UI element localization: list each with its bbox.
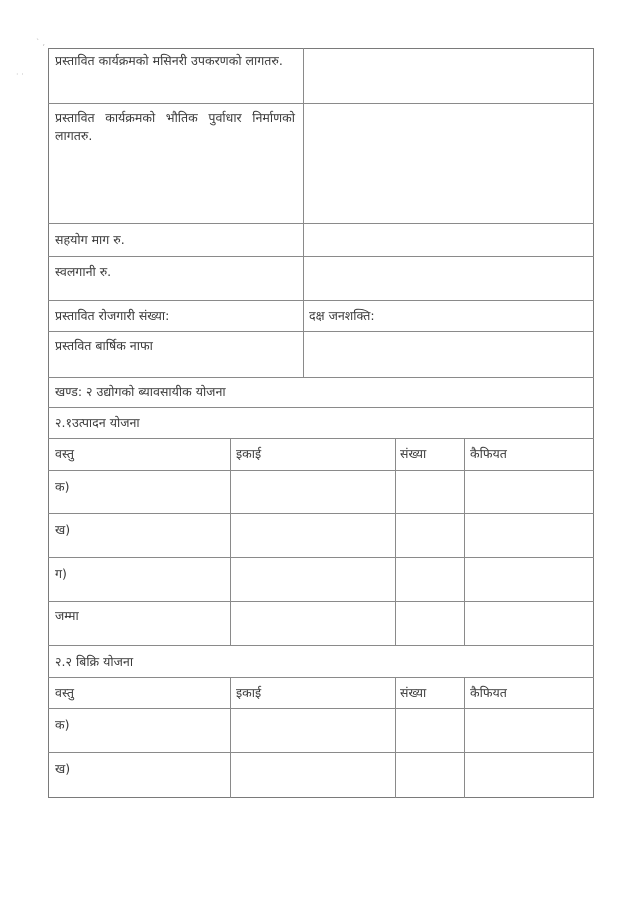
production-row-label: ख) [55, 522, 71, 537]
sales-column-header-remarks: कैफियत [470, 685, 507, 700]
row-divider [48, 103, 594, 104]
sales-plan-title: २.२ बिक्रि योजना [55, 654, 134, 669]
sales-column-header-unit: इकाई [236, 685, 262, 700]
row-divider [48, 601, 594, 602]
row-divider [48, 438, 594, 439]
column-divider [303, 48, 304, 377]
row-divider [48, 470, 594, 471]
row-divider [48, 300, 594, 301]
row-divider [48, 331, 594, 332]
sales-row-label: क) [55, 717, 70, 732]
column-divider [230, 438, 231, 645]
section-heading: खण्ड: २ उद्योगको ब्यावसायीक योजना [55, 384, 226, 399]
production-column-header-item: वस्तु [55, 446, 74, 461]
scan-speck: ` , [36, 38, 46, 47]
row-divider [48, 708, 594, 709]
production-row-label: ग) [55, 566, 67, 581]
row-divider [48, 677, 594, 678]
row-divider [48, 377, 594, 378]
row-divider [48, 645, 594, 646]
column-divider [395, 438, 396, 645]
machinery-cost-label: प्रस्तावित कार्यक्रमको मसिनरी उपकरणको लागतरु. [55, 53, 283, 68]
support-demand-label: सहयोग माग रु. [55, 232, 125, 247]
row-divider [48, 256, 594, 257]
row-divider [48, 557, 594, 558]
sales-column-header-item: वस्तु [55, 685, 74, 700]
column-divider [464, 438, 465, 645]
production-total-label: जम्मा [55, 608, 79, 623]
production-row-label: क) [55, 479, 70, 494]
row-divider [48, 513, 594, 514]
column-divider [230, 677, 231, 798]
production-column-header-quantity: संख्या [400, 446, 427, 461]
row-divider [48, 223, 594, 224]
sales-row-label: ख) [55, 761, 71, 776]
production-plan-title: २.१उत्पादन योजना [55, 415, 140, 430]
column-divider [464, 677, 465, 798]
column-divider [395, 677, 396, 798]
production-column-header-unit: इकाई [236, 446, 262, 461]
sales-column-header-quantity: संख्या [400, 685, 427, 700]
row-divider [48, 752, 594, 753]
row-divider [48, 407, 594, 408]
infrastructure-cost-label: प्रस्तावित कार्यक्रमको भौतिक पुर्वाधार निर्माणको लागतरु. [55, 110, 295, 143]
production-column-header-remarks: कैफियत [470, 446, 507, 461]
annual-profit-label: प्रस्तवित बार्षिक नाफा [55, 338, 153, 353]
self-investment-label: स्वलगानी रु. [55, 264, 112, 279]
scan-speck: · · [16, 70, 24, 79]
employment-count-label: प्रस्तावित रोजगारी संख्या: [55, 308, 170, 323]
skilled-manpower-label: दक्ष जनशक्ति: [309, 308, 375, 323]
